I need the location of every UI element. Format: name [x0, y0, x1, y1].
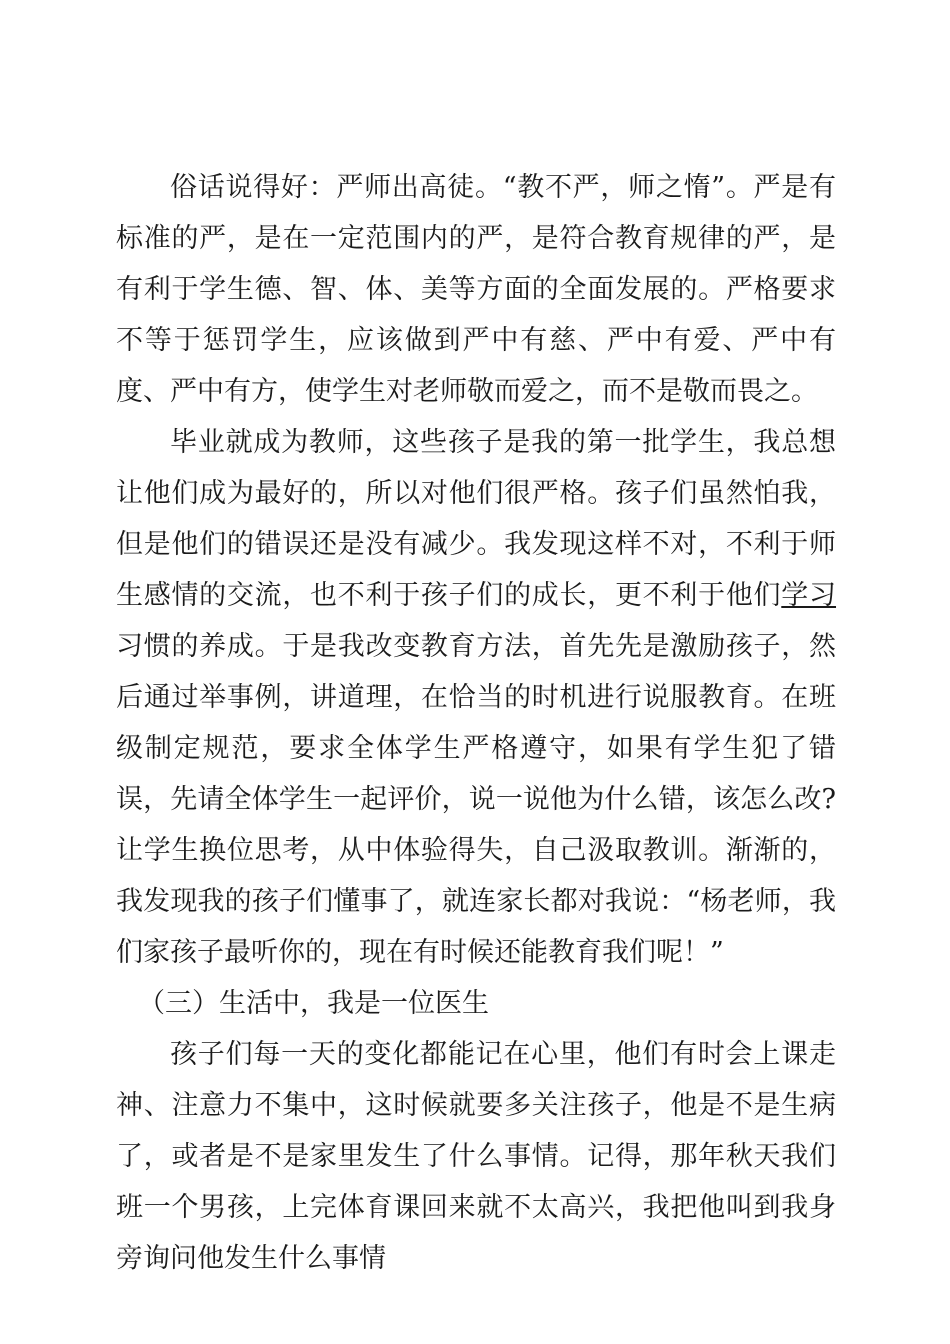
paragraph-text-before-link: 毕业就成为教师，这些孩子是我的第一批学生，我总想让他们成为最好的，所以对他们很严格。孩子们虽然怕我，但是他们的错误还是没有减少。我发现这样不对，不利于师生感情的交流，也不利于孩子们的成长，更不利于他们	[116, 427, 836, 611]
document-body	[116, 162, 836, 1284]
paragraph-first-students	[116, 417, 836, 978]
paragraph-doctor-in-life: 孩子们每一天的变化都能记在心里，他们有时会上课走神、注意力不集中，这时候就要多关注孩子，他是不是生病了，或者是不是家里发生了什么事情。记得，那年秋天我们班一个男孩，上完体育课回来就不太高兴，我把他叫到我身旁询问他发生什么事情	[116, 1039, 836, 1274]
paragraph-text-after-link: 习惯的养成。于是我改变教育方法，首先先是激励孩子，然后通过举事例，讲道理，在恰当的时机进行说服教育。在班级制定规范，要求全体学生严格遵守，如果有学生犯了错误，先请全体学生一起评价，说一说他为什么错，该怎么改?让学生换位思考，从中体验得失，自己汲取教训。渐渐的，我发现我的孩子们懂事了，就连家长都对我说：“杨老师，我们家孩子最听你的，现在有时候还能教育我们呢！”	[116, 631, 836, 968]
study-link[interactable]: 学习	[781, 580, 837, 611]
paragraph-strict-teacher: 俗话说得好：严师出高徒。“教不严，师之惰”。严是有标准的严，是在一定范围内的严，是符合教育规律的严，是有利于学生德、智、体、美等方面的全面发展的。严格要求不等于惩罚学生，应该做到严中有慈、严中有爱、严中有度、严中有方，使学生对老师敬而爱之，而不是敬而畏之。	[116, 172, 836, 407]
section-heading: （三）生活中，我是一位医生	[138, 988, 489, 1019]
